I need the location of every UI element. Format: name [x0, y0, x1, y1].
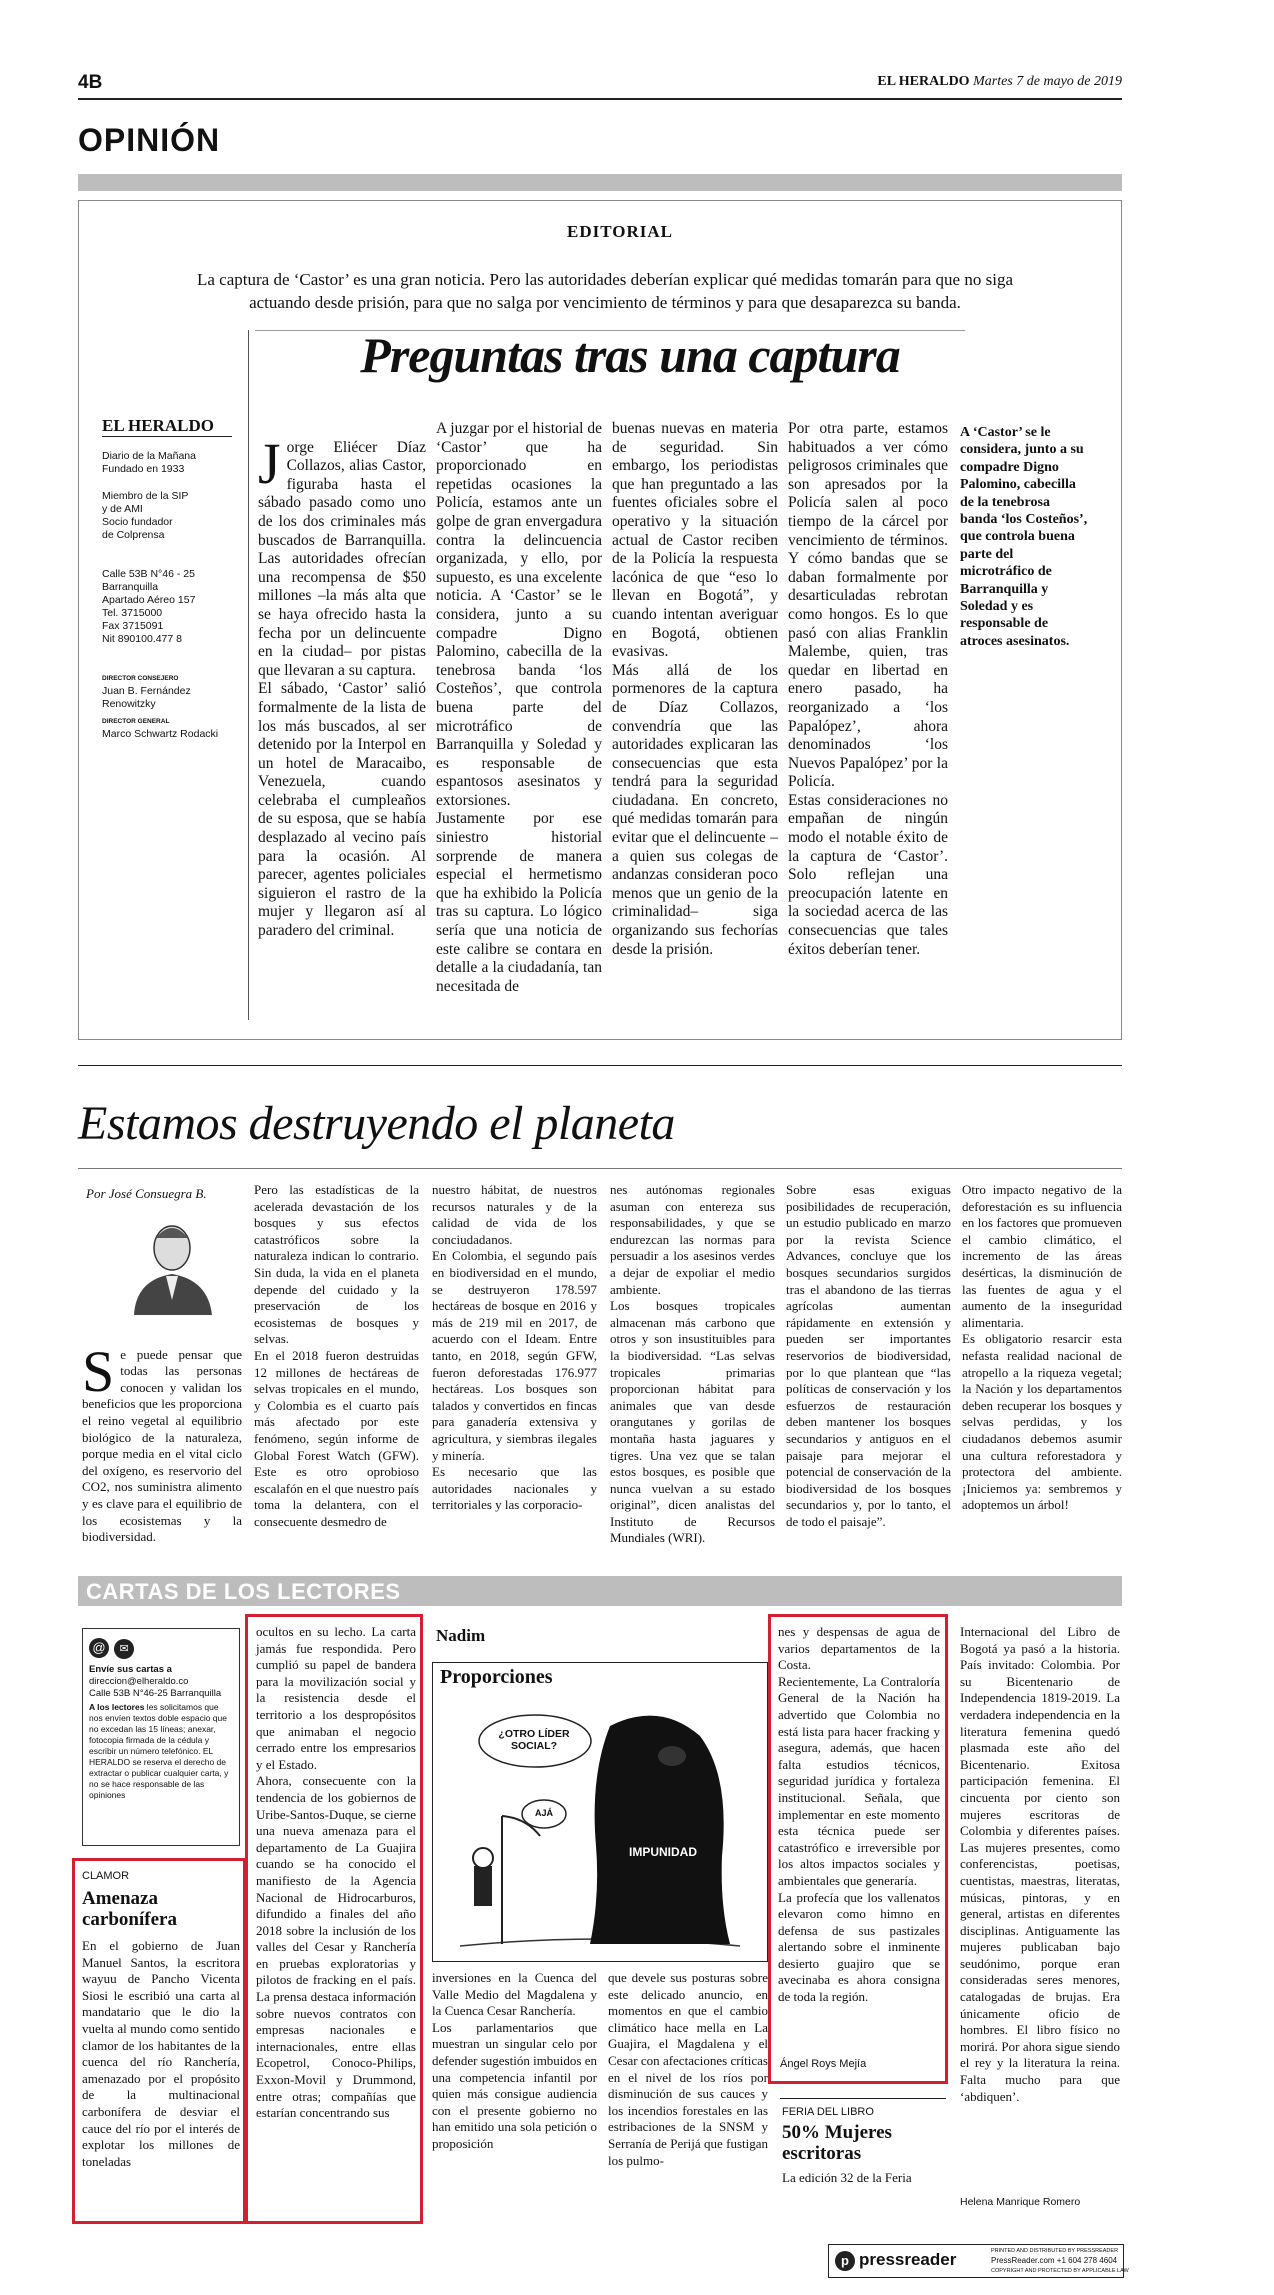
column-byline: Por José Consuegra B.: [86, 1186, 207, 1201]
column-dropcap: S: [82, 1338, 115, 1404]
letter-1-col-a: En el gobierno de Juan Manuel Santos, la escritora wayuu de Pancho Vicenta Siosi le escribió una carta al mandatario que le dio la vuelta al mundo como sentido clamor de los habitantes de la cuenca del río Ranchería, amenazado por el propósito de la multinacional carbonífera de desviar el cauce del río por el interés de explotar los millones de toneladas: [82, 1938, 240, 2169]
cartoon-label: IMPUNIDAD: [629, 1845, 697, 1859]
letter-1-title: Amenaza carbonífera: [82, 1888, 177, 1930]
letter-1-signature: Ángel Roys Mejía: [780, 2058, 867, 2070]
pressreader-brand: pressreader: [859, 2250, 957, 2269]
letter-2-col-a: La edición 32 de la Feria: [782, 2170, 912, 2185]
column-col-1: [82, 1330, 242, 1546]
letter-1-kicker: CLAMOR: [82, 1870, 130, 1882]
masthead-divider: [248, 330, 249, 1020]
masthead-info-3: Calle 53B N°46 - 25 Barranquilla Apartado Aéreo 157 Tel. 3715000 Fax 3715091 Nit 890100.477 8: [102, 568, 196, 645]
contact-rules-text: les solicitamos que nos envíen textos doble espacio que no excedan las 15 líneas; anexar, fotocopia firmada de la cédula y escribir un número telefónico. EL HERALDO se reserva el derecho de extractar o publicar cualquier carta, y no se hace responsable de las opiniones: [89, 1702, 229, 1800]
pressreader-line-1: PRINTED AND DISTRIBUTED BY PRESSREADER: [991, 2248, 1119, 2254]
column-col-2: Pero las estadísticas de la acelerada devastación de los bosques y sus efectos catastróficos sobre la naturaleza indican lo contrario. Sin duda, la vida en el planeta depende del cuidado y la preservación de los ecosistemas de bosques y selvas. En el 2018 fueron destruidas 12 millones de hectáreas de selvas tropicales en el mundo, y Colombia es el cuarto país más afectado por este fenómeno, según informe de Global Forest Watch (GFW). Este es otro oprobioso escalafón en el que nuestro país toma la delantera, con el consecuente desmedro de: [254, 1182, 419, 1529]
header-rule: [78, 98, 1122, 100]
letter-1-col-d: que devele sus posturas sobre este delicado anuncio, en momentos en que el cambio climático hace mella en La Guajira, el Magdalena y el Cesar con afectaciones críticas en el nivel de los ríos por disminución de sus cauces y los incendios forestales en las estribaciones de la SNSM y Serranía de Perijá que fustigan los pulmo-: [608, 1970, 768, 2168]
editorial-col-4: Por otra parte, estamos habituados a ver cómo peligrosos criminales que son apresados por la Policía salen al poco tiempo de la cárcel por vencimiento de términos. Y cómo bandas que se daban formalmente por desarticuladas rebrotan como hongos. Es lo que pasó con alias Franklin Malembe, quien, tras quedar en libertad en enero pasado, ha reorganizado a ‘los Papalópez’, ahora denominados ‘los Nuevos Papalópez’ por la Policía. Estas consideraciones no empañan de ningún modo el notable éxito de la captura de ‘Castor’. Solo reflejan una preocupación latente en la sociedad acerca de las consecuencias que tales éxitos deberían tener.: [788, 420, 948, 958]
section-title: OPINIÓN: [78, 122, 221, 158]
masthead-rule: [102, 436, 232, 437]
cartoon-author: Nadim: [436, 1626, 486, 1645]
editorial-col-1-text: orge Eliécer Díaz Collazos, alias Castor, figuraba hasta el sábado pasado como uno de los dos criminales más buscados de Barranquilla. Las autoridades ofrecían una recompensa de $50 millones –la más alta que se haya ofrecido hasta la fecha por un delincuente en la ciudad– por pistas que llevaran a su captura. El sábado, ‘Castor’ salió formalmente de la lista de los más buscados, al ser detenido por la Interpol en un hotel de Maracaibo, Venezuela, cuando celebraba el cumpleaños de su esposa, que se había desplazado al vecino país para la ocasión. Al parecer, agentes policiales siguieron el rastro de la mujer y llegaron así al paradero del criminal.: [258, 438, 426, 940]
mail-icon: ✉: [114, 1639, 134, 1659]
pressreader-line-3: COPYRIGHT AND PROTECTED BY APPLICABLE LAW: [991, 2268, 1129, 2274]
column-col-4: nes autónomas regionales asuman con entereza sus responsabilidades, y que se endurezcan las normas para persuadir a los asesinos verdes a dejar de expoliar el medio ambiente. Los bosques tropicales almacenan más carbono que otros y son insustituibles para la biodiversidad. “Las selvas tropicales primarias proporcionan hábitat para animales que van desde orangutanes y gorilas de montaña hasta jaguares y tigres. Una vez que se talan estos bosques, es posible que nunca vuelvan a su estado original”, dicen analistas del Instituto de Recursos Mundiales (WRI).: [610, 1182, 775, 1546]
column-col-6: Otro impacto negativo de la deforestación es su influencia en los factores que promueven el cambio climático, el incremento de las áreas desérticas, la disminución de las fuentes de agua y el aumento de la inseguridad alimentaria. Es obligatorio resarcir esta nefasta realidad nacional de atropello a la riqueza vegetal; la Nación y los departamentos deben recuperar los bosques y selvas perdidas, y los ciudadanos debemos asumir una cultura reforestadora y protectora del ambiente. ¡Iniciemos ya: sembremos y adoptemos un árbol!: [962, 1182, 1122, 1513]
letter-1-col-e: nes y despensas de agua de varios departamentos de la Costa. Recientemente, La Contraloría General de la Nación ha advertido que Colombia no está lista para hacer fracking y asegura, además, que hacen falta estudios técnicos, seguridad jurídica y fortaleza institucional. Señala, que implementar en este momento esta técnica puede ser catastrófico e irreversible por los altos impactos sociales y ambientales que generaría. La profecía que los vallenatos elevaron como himno en defensa de sus pastizales alertando sobre el inminente desierto guajiro que se avecinaba es ahora consigna de toda la región.: [778, 1624, 940, 2005]
contact-title: Envíe sus cartas a: [89, 1664, 172, 1675]
editorial-col-1: [258, 420, 426, 941]
masthead-info-1: Diario de la Mañana Fundado en 1933: [102, 450, 196, 475]
header-paper-date: [860, 74, 1122, 90]
director-label: DIRECTOR CONSEJERO: [102, 675, 179, 682]
letter-2-title: 50% Mujeres escritoras: [782, 2122, 892, 2164]
editorial-col-2: A juzgar por el historial de ‘Castor’ que ha proporcionado en repetidas ocasiones la Policía, estamos ante un golpe de gran envergadura contra la delincuencia organizada, y ello, por supuesto, es una excelente noticia. A ‘Castor’ se le considera, junto a su compadre Digno Palomino, cabecilla de la tenebrosa banda ‘los Costeños’, que controla buena parte del microtráfico de Barranquilla y Soledad y es responsable de espantosos asesinatos y extorsiones. Justamente por ese siniestro historial sorprende de manera especial el hermetismo que ha exhibido la Policía tras su captura. Lo lógico sería que una noticia de este calibre se contara en detalle a la ciudadanía, tan necesitada de: [436, 420, 602, 995]
pullquote: A ‘Castor’ se le considera, junto a su compadre Digno Palomino, cabecilla de la tenebrosa banda ‘los Costeños’, que controla buena parte del microtráfico de Barranquilla y Soledad y es responsable de atroces asesinatos.: [960, 425, 1088, 649]
letter-2-kicker: FERIA DEL LIBRO: [782, 2106, 874, 2118]
header-date: Martes 7 de mayo de 2019: [973, 74, 1122, 89]
author-photo: [120, 1210, 225, 1315]
editorial-col-3: buenas nuevas en materia de seguridad. Sin embargo, los periodistas que han preguntado a las fuentes oficiales sobre el operativo y la situación actual de Castor reciben de la Policía la respuesta lacónica de que “eso lo llevan en Bogotá”, y cuando intentan averiguar en Bogotá, obtienen evasivas. Más allá de los pormenores de la captura de Díaz Collazos, convendría que las autoridades explicaran las consecuencias que esta tendrá para la seguridad ciudadana. En concreto, qué medidas tomarán para evitar que el delincuente –a quien sus colegas de andanzas consideran poco menos que un genio de la criminalidad– siga organizando sus fechorías desde la prisión.: [612, 420, 778, 958]
cartoon-title: Proporciones: [440, 1666, 553, 1688]
column-title: Estamos destruyendo el planeta: [78, 1097, 675, 1150]
letter-1-col-c: inversiones en la Cuenca del Valle Medio del Magdalena y la Cuenca Cesar Ranchería. Los parlamentarios que muestran un singular celo por defender sugestión imbuidos en una competencia infantil por quien más consigue audiencia con el presente gobierno no han emitido una sola petición o proposición: [432, 1970, 597, 2151]
contact-rules-label: A los lectores: [89, 1702, 145, 1712]
paper-name: EL HERALDO: [877, 74, 970, 89]
letter-1-col-b: ocultos en su lecho. La carta jamás fue respondida. Pero cumplió su papel de bandera para la movilización social y la resistencia desde el territorio a los despropósitos que animaban el negocio cerrado entre los empresarios y el Estado. Ahora, consecuente con la tendencia de los gobiernos de Uribe-Santos-Duque, se cierne una nueva amenaza para el departamento de La Guajira cuando se ha conocido el manifiesto de la Agencia Nacional de Hidrocarburos, difundido a finales del año 2018 sobre la inclusión de los valles del Cesar y Ranchería en pruebas exploratorias y pilotos de fracking en el país. La prensa destaca información sobre nuevos contratos con empresas nacionales e internacionales, entre ellas Ecopetrol, Conoco-Philips, Exxon-Movil y Drummond, entre otras; compañías que estarían concentrando sus: [256, 1624, 416, 2121]
pressreader-badge: [828, 2244, 1129, 2278]
contact-address: direccion@elheraldo.co Calle 53B N°46-25 Barranquilla: [89, 1676, 222, 1699]
letter-2-col-b: Internacional del Libro de Bogotá ya pasó a la historia. País invitado: Colombia. Por su Bicentenario de Independencia 1819-2019. La verdadera independencia en la literatura femenina quedó plasmada este año del Bicentenario. Exitosa participación femenina. El cincuenta por ciento son mujeres escritoras de Colombia y diferentes países. Las mujeres presentes, como conferencistas, poetisas, cuentistas, maestras, literatas, músicas, pintoras, y en general, artistas en diferentes disciplinas. Antiguamente las mujeres publicaban bajo seudónimo, porque eran consideradas seres menores, catalogadas de brujas. Era únicamente oficio de hombres. El libro físico no morirá. Por ahora sigue siendo el rey y la literatura la reina. Falta mucho para que ‘abdiquen’.: [960, 1624, 1120, 2104]
column-col-1-text: e puede pensar que todas las personas conocen y validan los beneficios que les proporciona el reino vegetal al equilibrio biológico de la naturaleza, porque media en el vital ciclo del oxígeno, es reservorio del CO2, nos suministra alimento y es clave para el equilibrio de los ecosistemas y la biodiversidad.: [82, 1346, 242, 1545]
column-col-5: Sobre esas exiguas posibilidades de recuperación, un estudio publicado en marzo por la revista Science Advances, concluye que los bosques secundarios surgidos tras el abandono de las tierras agrícolas aumentan rápidamente en extensión y pueden ser importantes reservorios de biodiversidad, por lo que plantean que “las políticas de conservación y los esfuerzos de restauración deben mantener los bosques secundarios y antiguos en el paisaje para mejorar el potencial de conservación de la biodiversidad de los bosques secundarios y, por lo tanto, el de todo el paisaje”.: [786, 1182, 951, 1529]
column-title-rule: [78, 1168, 1122, 1169]
letters-title: CARTAS DE LOS LECTORES: [86, 1579, 401, 1604]
masthead-info-2: Miembro de la SIP y de AMI Socio fundador de Colprensa: [102, 490, 189, 541]
letter-2-signature: Helena Manrique Romero: [960, 2196, 1081, 2208]
cartoon-illustration: [440, 1696, 760, 1956]
pressreader-logo-icon: p: [835, 2251, 855, 2271]
editorial-title: Preguntas tras una captura: [360, 327, 900, 383]
contact-icons: [89, 1637, 233, 1663]
contact-rules: [89, 1702, 233, 1801]
section-bar: [78, 174, 1122, 191]
column-col-3: nuestro hábitat, de nuestros recursos naturales y de la calidad de vida de los conciudadanos. En Colombia, el segundo país en biodiversidad en el mundo, se destruyeron 178.597 hectáreas de bosque en 2016 y más de 219 mil en 2017, de acuerdo con el Ideam. Entre tanto, en 2018, según GFW, fueron deforestadas 176.977 hectáreas. Los bosques son talados y convertidos en fincas para ganadería extensiva y agricultura, y siembras ilegales y minería. Es necesario que las autoridades nacionales y territoriales y las corporacio-: [432, 1182, 597, 1513]
editorial-label: EDITORIAL: [567, 222, 673, 241]
editorial-lead: La captura de ‘Castor’ es una gran noticia. Pero las autoridades deberían explicar qué medidas tomarán para que no siga actuando desde prisión, para que no salga por vencimiento de términos y para que desaparezca su banda.: [197, 270, 1013, 312]
gerente-name: Marco Schwartz Rodacki: [102, 728, 219, 740]
letter-2-rule: [780, 2098, 946, 2099]
director-name: Juan B. Fernández Renowitzky: [102, 685, 191, 710]
page-number: 4B: [78, 72, 103, 93]
cartoon-bubble-2: AJÁ: [534, 1808, 553, 1818]
masthead-logo: EL HERALDO: [102, 416, 214, 435]
at-icon: @: [89, 1638, 109, 1658]
contact-box: [82, 1628, 240, 1846]
cartoon-bubble-1: ¿OTRO LÍDER SOCIAL?: [498, 1728, 570, 1752]
editorial-dropcap: J: [258, 430, 281, 496]
gerente-label: DIRECTOR GENERAL: [102, 718, 170, 725]
column-top-rule: [78, 1065, 1122, 1066]
pressreader-line-2: PressReader.com +1 604 278 4604: [991, 2256, 1118, 2265]
